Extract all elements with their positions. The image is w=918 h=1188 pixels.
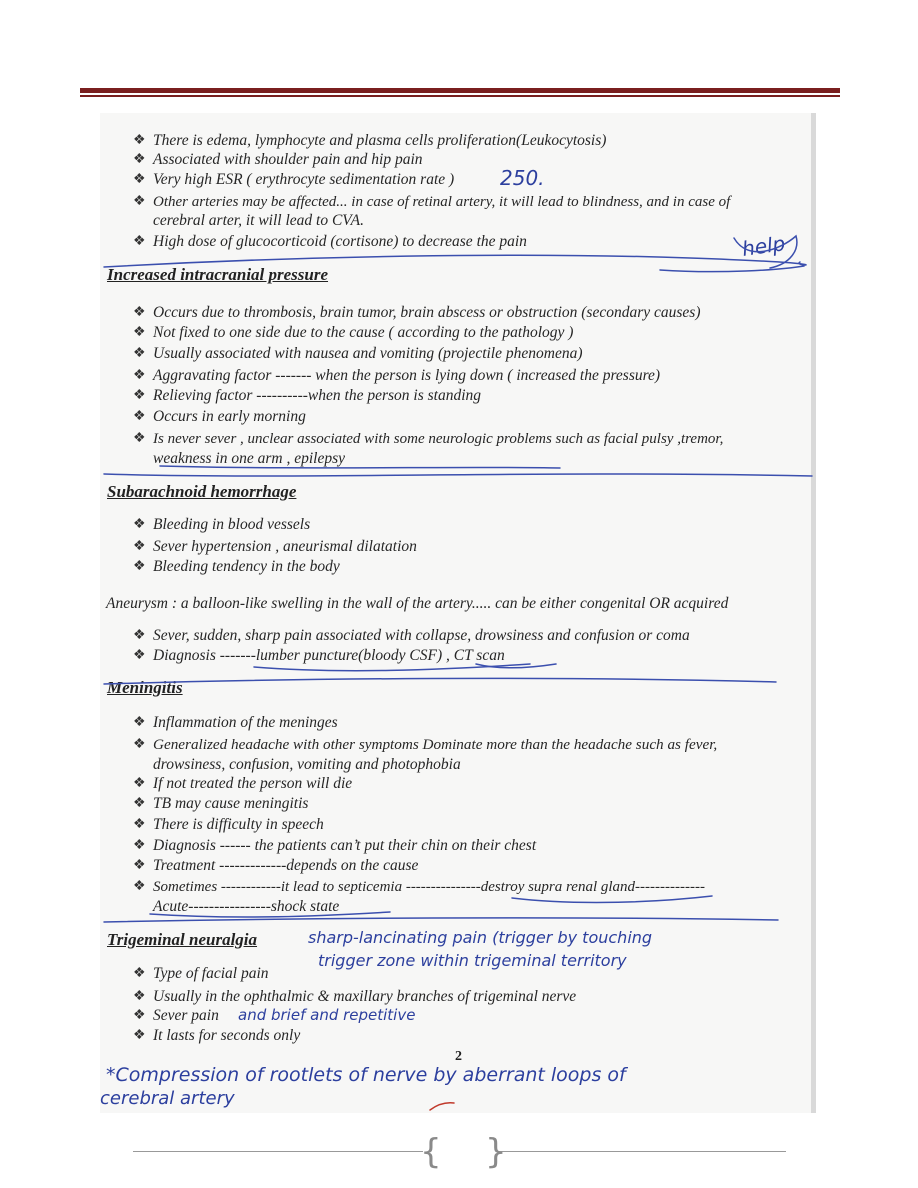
list-item: Sever, sudden, sharp pain associated with collapse, drowsiness and confusion or coma	[153, 627, 690, 644]
list-item: Occurs due to thrombosis, brain tumor, brain abscess or obstruction (secondary causes)	[153, 304, 701, 321]
bullet-icon: ❖	[133, 796, 146, 811]
handwritten-help-mark: help	[740, 231, 787, 261]
list-item: There is difficulty in speech	[153, 816, 324, 833]
bullet-icon: ❖	[133, 152, 146, 167]
bullet-icon: ❖	[133, 858, 146, 873]
bullet-icon: ❖	[133, 559, 146, 574]
list-item: If not treated the person will die	[153, 775, 353, 792]
bullet-icon: ❖	[133, 1008, 146, 1023]
ink-underline	[104, 255, 806, 267]
bullet-icon: ❖	[133, 648, 146, 663]
list-item: High dose of glucocorticoid (cortisone) to decrease the pain	[153, 233, 527, 250]
bullet-icon: ❖	[133, 172, 146, 187]
list-item: Relieving factor ----------when the person is standing	[153, 387, 481, 404]
footer-rule-right	[496, 1151, 786, 1152]
list-item: Usually in the ophthalmic & maxillary branches of trigeminal nerve	[153, 988, 577, 1005]
bullet-icon: ❖	[133, 133, 146, 148]
bullet-icon: ❖	[133, 817, 146, 832]
bullet-icon: ❖	[133, 715, 146, 730]
bullet-icon: ❖	[133, 776, 146, 791]
list-item: It lasts for seconds only	[153, 1027, 301, 1044]
list-item-continued: weakness in one arm , epilepsy	[153, 450, 345, 467]
handwritten-sever-pain-note: and brief and repetitive	[238, 1006, 416, 1024]
list-item: Inflammation of the meninges	[153, 714, 338, 731]
list-item: Bleeding tendency in the body	[153, 558, 340, 575]
footer-brace-left-icon: {	[420, 1132, 442, 1172]
list-item: Sever hypertension , aneurismal dilatation	[153, 538, 417, 555]
list-item: Very high ESR ( erythrocyte sedimentation rate )	[153, 171, 455, 188]
ink-underline	[104, 918, 778, 922]
aneurysm-note: Aneurysm : a balloon-like swelling in the wall of the artery..... can be either congenital OR acquired	[106, 595, 729, 612]
bullet-icon: ❖	[133, 1028, 146, 1043]
bullet-icon: ❖	[133, 368, 146, 383]
handwritten-esr-value: 250.	[500, 166, 545, 190]
ink-underline	[160, 466, 560, 468]
list-item: Diagnosis ------ the patients can’t put their chin on their chest	[153, 837, 537, 854]
section-heading-trigeminal: Trigeminal neuralgia	[107, 930, 258, 949]
bullet-icon: ❖	[133, 346, 146, 361]
bullet-icon: ❖	[133, 966, 146, 981]
list-item-continued: drowsiness, confusion, vomiting and photophobia	[153, 756, 461, 773]
footer-rule-left	[133, 1151, 423, 1152]
bullet-icon: ❖	[133, 989, 146, 1004]
ink-red-tick	[430, 1103, 454, 1110]
list-item: Treatment -------------depends on the cause	[153, 857, 419, 874]
list-item: Bleeding in blood vessels	[153, 516, 311, 533]
ink-underline	[104, 678, 776, 684]
bullet-icon: ❖	[133, 388, 146, 403]
list-item: TB may cause meningitis	[153, 795, 309, 812]
list-item-continued: Acute----------------shock state	[153, 898, 340, 915]
ink-underline	[104, 474, 812, 476]
list-item: Diagnosis -------lumber puncture(bloody CSF) , CT scan	[153, 647, 505, 664]
list-item-continued: cerebral arter, it will lead to CVA.	[153, 212, 364, 229]
inner-page-number: 2	[455, 1049, 462, 1064]
section-heading-meningitis: Meningitis	[107, 678, 183, 697]
list-item: Generalized headache with other symptoms Dominate more than the headache such as fever,	[153, 736, 718, 753]
list-item: Is never sever , unclear associated with some neurologic problems such as facial pulsy ,tremor,	[153, 431, 724, 447]
bullet-icon: ❖	[133, 628, 146, 643]
bullet-icon: ❖	[133, 737, 146, 752]
list-item: Sometimes ------------it lead to septicemia ---------------destroy supra renal gland--------------	[153, 879, 705, 895]
bullet-icon: ❖	[133, 325, 146, 340]
handwritten-bottom-note-2: cerebral artery	[100, 1088, 235, 1109]
section-heading-sah: Subarachnoid hemorrhage	[107, 482, 297, 501]
list-item: Usually associated with nausea and vomiting (projectile phenomena)	[153, 345, 583, 362]
bullet-icon: ❖	[133, 234, 146, 249]
list-item: Type of facial pain	[153, 965, 269, 982]
handwritten-bottom-note-1: *Compression of rootlets of nerve by aberrant loops of	[106, 1064, 626, 1086]
list-item: There is edema, lymphocyte and plasma cells proliferation(Leukocytosis)	[153, 132, 607, 149]
bullet-icon: ❖	[133, 409, 146, 424]
footer-brace-right-icon: }	[485, 1132, 507, 1172]
list-item: Other arteries may be affected... in case of retinal artery, it will lead to blindness, and in case of	[153, 194, 731, 210]
ink-underline	[254, 664, 530, 671]
bullet-icon: ❖	[133, 879, 146, 894]
bullet-icon: ❖	[133, 517, 146, 532]
bullet-icon: ❖	[133, 838, 146, 853]
handwritten-trigeminal-note-1: sharp-lancinating pain (trigger by touching	[308, 928, 653, 947]
section-heading-icp: Increased intracranial pressure	[107, 265, 329, 284]
ink-underline	[150, 912, 390, 917]
bullet-icon: ❖	[133, 194, 146, 209]
bullet-icon: ❖	[133, 539, 146, 554]
bullet-icon: ❖	[133, 431, 146, 446]
list-item: Aggravating factor ------- when the person is lying down ( increased the pressure)	[153, 367, 661, 384]
ink-underline	[660, 266, 804, 272]
list-item: Occurs in early morning	[153, 408, 306, 425]
list-item: Sever pain	[153, 1007, 219, 1024]
bullet-icon: ❖	[133, 305, 146, 320]
ink-underline	[512, 896, 712, 902]
list-item: Not fixed to one side due to the cause ( according to the pathology )	[153, 324, 574, 341]
list-item: Associated with shoulder pain and hip pain	[153, 151, 423, 168]
handwritten-trigeminal-note-2: trigger zone within trigeminal territory	[318, 951, 627, 970]
